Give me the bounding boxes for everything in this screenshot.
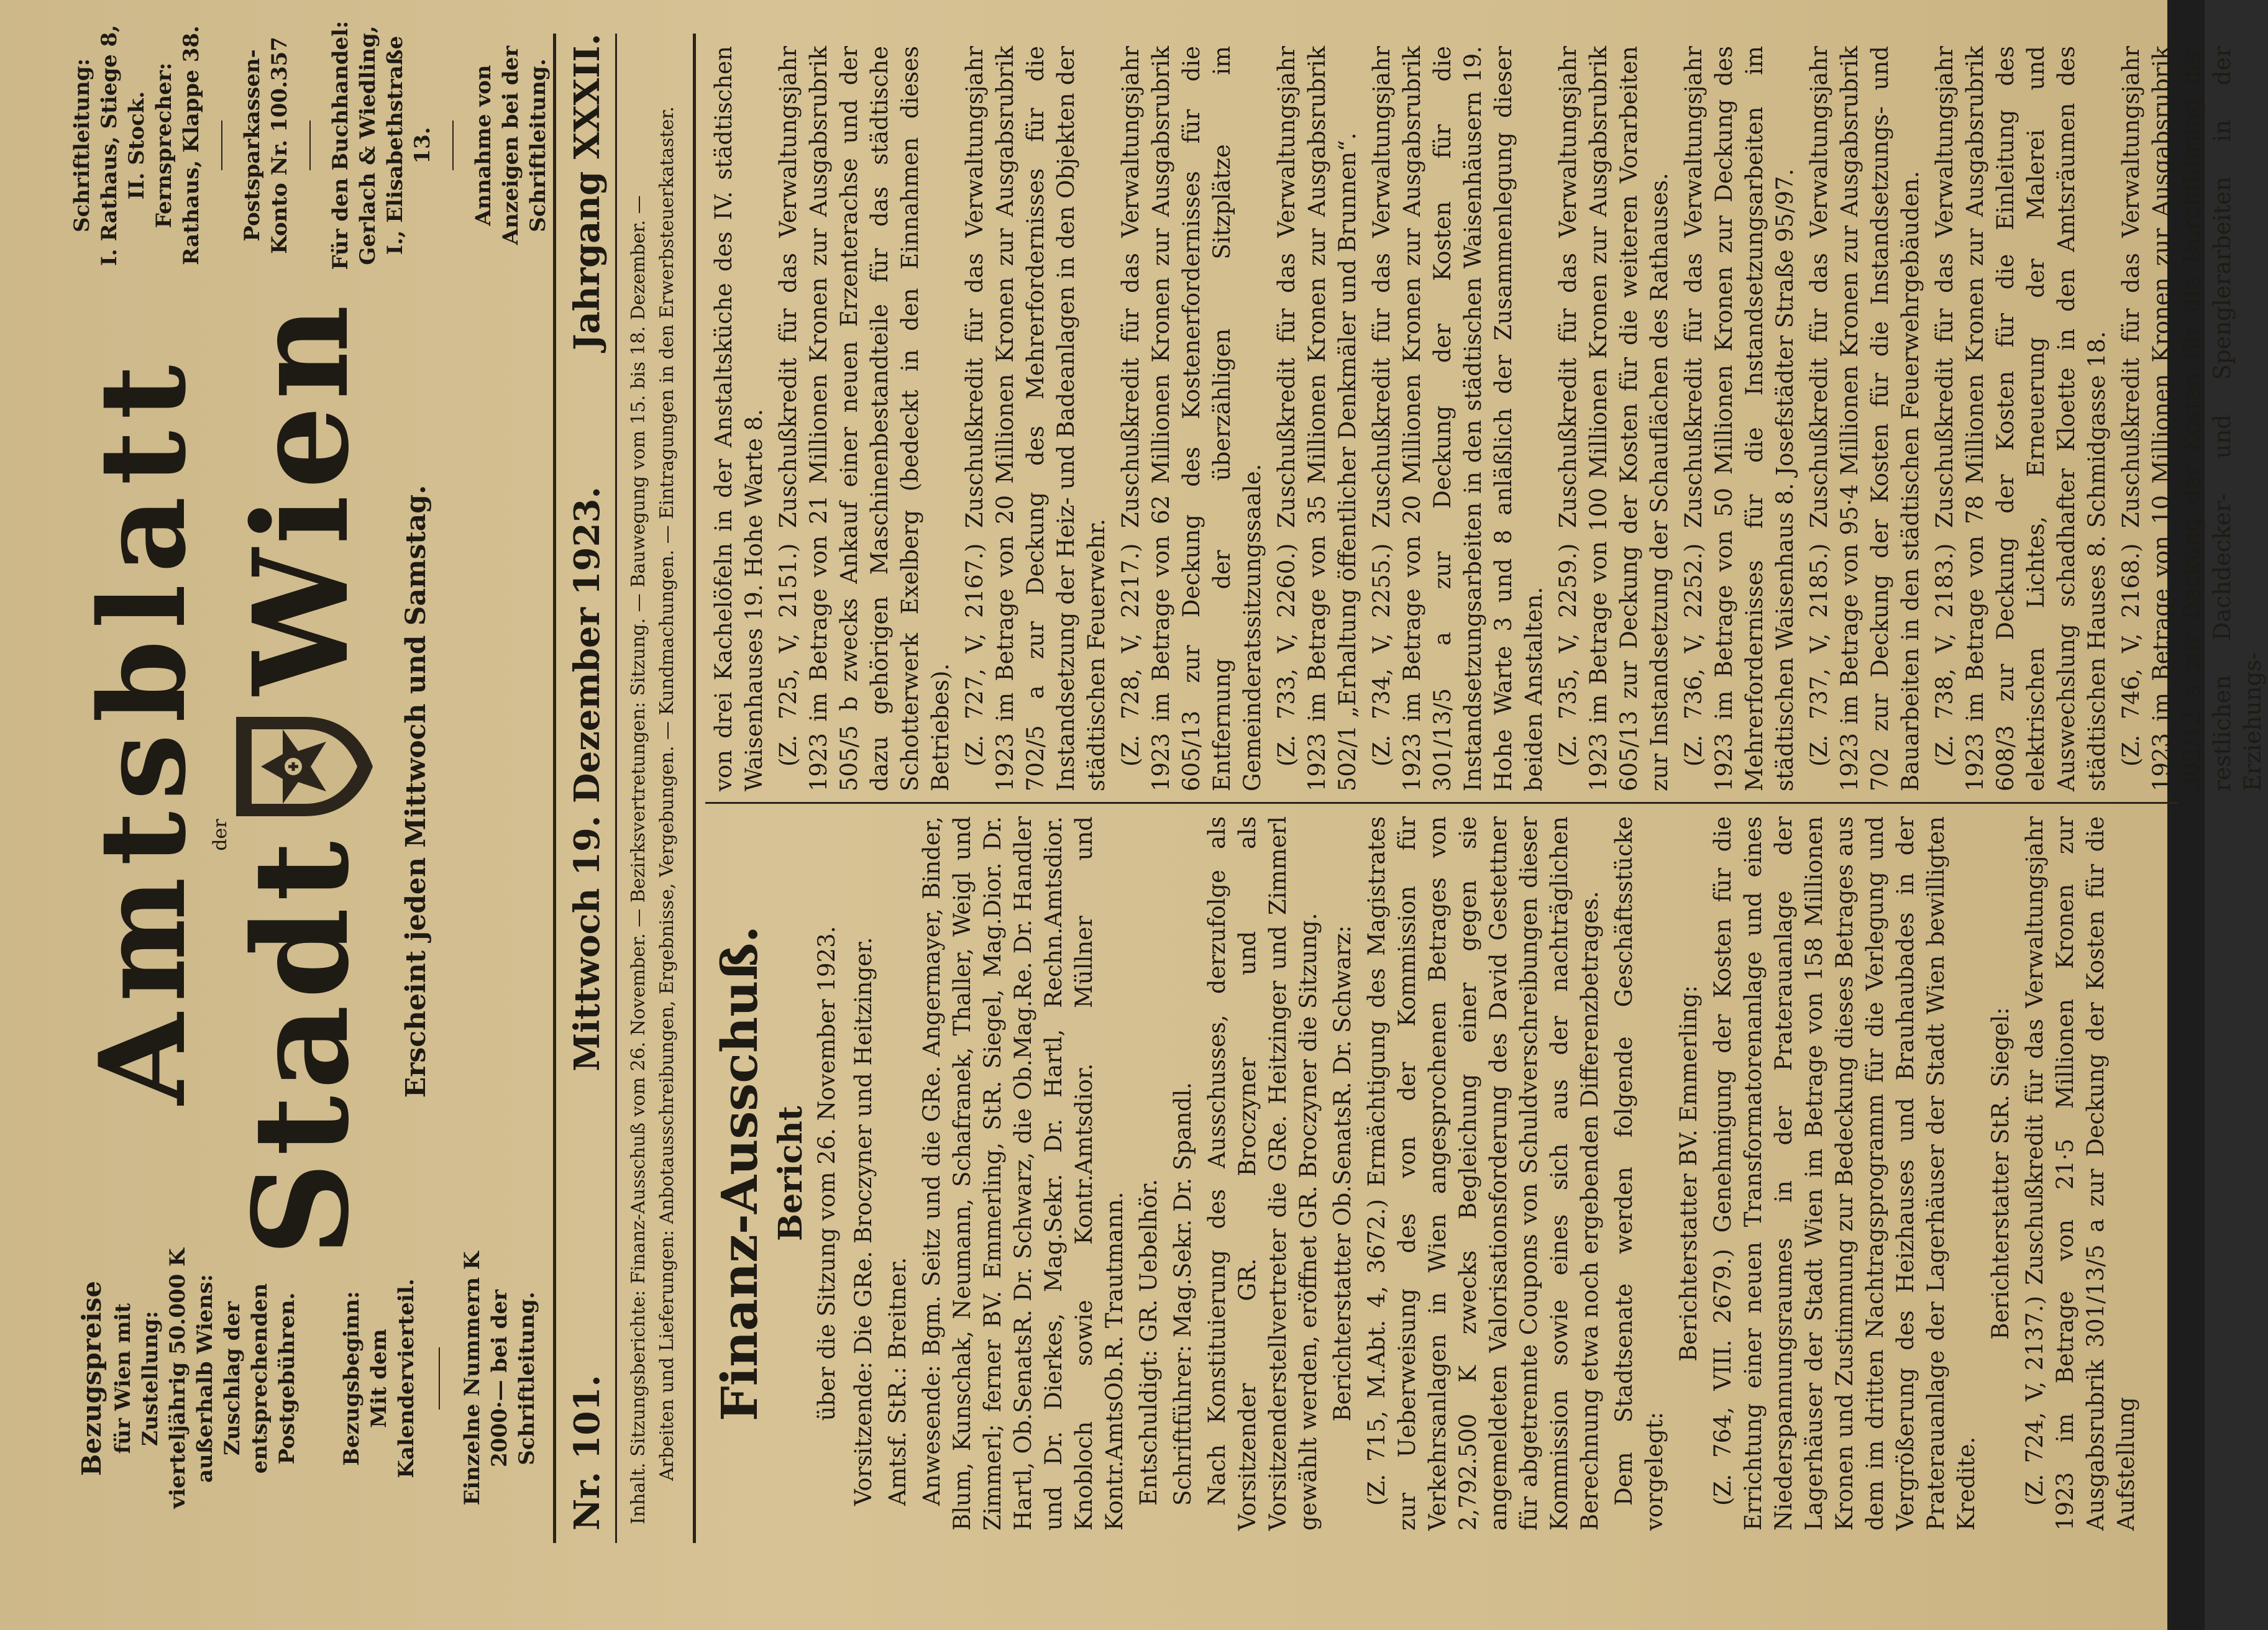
book-trade-text: Gerlach & Wiedling, I., Elisabethstraße 13. <box>355 25 435 265</box>
toc-line-1: Inhalt. Sitzungsberichte: Finanz-Ausschuß vom 26. November. — Bezirksvertretungen: Sitzung. — Bauwegung vom 15. bis 18. Dezember. — <box>628 195 649 1524</box>
phone-title: Fernsprecher: <box>152 62 176 229</box>
issue-volume-text: Jahrgang XXXII. <box>567 34 608 351</box>
masthead-title-amtsblatt <box>73 263 212 1195</box>
article-heading: Finanz-Ausschuß. <box>710 926 769 1421</box>
paragraph: (Z. 737, V, 2185.) Zuschußkredit für das Verwaltungsjahr 1923 im Betrage von 95·4 Millionen Kronen zur Ausgabsrubrik 702 zur Deckung der Kosten für die Instandsetzungs- und Bauarbeiten in den städtischen Feuerwehrgebäuden. <box>1806 46 1924 791</box>
issue-number <box>562 1220 612 1531</box>
subtitle-text: Erscheint jeden Mittwoch und Samstag. <box>400 485 432 1098</box>
article-column-1 <box>708 816 2187 1531</box>
title-word-der: der <box>209 819 231 851</box>
advertising-note: Annahme von Anzeigen bei der Schriftleitung. <box>471 45 551 245</box>
single-copy-price: Einzelne Nummern K 2000·— bei der Schriftleitung. <box>460 1251 539 1506</box>
book-trade-title: Für den Buchhandel: <box>328 20 353 270</box>
paragraph: von drei Kachelöfeln in der Anstaltsküche des IV. städtischen Waisenhauses 19. Hohe Warte 8. <box>710 46 767 791</box>
editorial-info-box <box>68 15 551 276</box>
paragraph: (Z. 736, V, 2252.) Zuschußkredit für das Verwaltungsjahr 1923 im Betrage von 50 Millionen Kronen zur Deckung des Mehrerfordernisses für die Instandsetzungsarbeiten im städtischen Waisenhaus 8. Josefstädter Straße 95/97. <box>1680 46 1798 791</box>
paragraph: (Z. 727, V, 2167.) Zuschußkredit für das Verwaltungsjahr 1923 im Betrage von 20 Millionen Kronen zur Ausgabsrubrik 702/5 a zur Deckung des Mehrerfordernisses für die Instandsetzung der Heiz- und Badeanlagen in den Objekten der städtischen Feuerwehr. <box>961 46 1110 791</box>
subscription-line3: außerhalb Wiens: <box>193 1274 217 1483</box>
issue-bar-bottom-rule <box>615 34 617 1543</box>
paragraph: (Z. 738, V, 2183.) Zuschußkredit für das Verwaltungsjahr 1923 im Betrage von 78 Millionen Kronen zur Ausgabsrubrik 608/3 zur Deckung der Kosten für die Einleitung des elektrischen Lichtes, Erneuerung der Malerei und Auswechslung schadhafter Kloette in den Amtsräumen des städtischen Hauses 8. Schmidgasse 18. <box>1931 46 2110 791</box>
column-divider <box>705 802 2178 804</box>
masthead-title-stadt <box>224 835 378 1282</box>
title-word-wien: Wien <box>224 298 378 695</box>
article-column-2 <box>708 46 2266 791</box>
subscription-title: Bezugspreise <box>76 1280 107 1477</box>
issue-date-text: Mittwoch 19. Dezember 1923. <box>567 486 608 1072</box>
paragraph: (Z. 728, V, 2217.) Zuschußkredit für das Verwaltungsjahr 1923 im Betrage von 62 Millionen Kronen zur Ausgabsrubrik 605/13 zur Deckung des Kostenerfordernisses für die Entfernung der überzähligen Sitzplätze im Gemeinderatssitzungssaale. <box>1117 46 1266 791</box>
subscription-line4: Zuschlag der entsprechenden <box>220 1283 272 1474</box>
title-word-amtsblatt: Amtsblatt <box>73 353 212 1105</box>
subscription-start-title: Bezugsbeginn: <box>339 1291 364 1466</box>
rapporteur-heading: Berichterstatter BV. Emmerling: <box>1675 985 1702 1362</box>
issue-bar-top-rule <box>553 34 556 1543</box>
paragraph: (Z. 715, M.Abt. 4, 3672.) Ermächtigung des Magistrates zur Ueberweisung des von der Kommission für Verkehrsanlagen in Wien angesprochenen Betrages von 2,792.500 K zwecks Begleichung einer gegen sie angemeldeten Valorisationsforderung des David Gestettner für abgetrennte Coupons von Schuldverschreibungen dieser Kommission sowie eines sich aus der nachträglichen Berechnung etwa noch ergebenden Differenzbetrages. <box>1363 816 1603 1531</box>
subscription-line2: vierteljährig 50.000 K <box>165 1248 190 1509</box>
subscription-line1: für Wien mit Zustellung: <box>111 1303 163 1454</box>
subscription-line5: Postgebühren. <box>275 1292 300 1465</box>
paragraph: Dem Stadtsenate werden folgende Geschäftsstücke vorgelegt: <box>1611 816 1668 1531</box>
paragraph: (Z. 734, V, 2255.) Zuschußkredit für das Verwaltungsjahr 1923 im Betrage von 20 Millionen Kronen zur Ausgabsrubrik 301/13/5 a zur Deckung der Kosten für die Instandsetzungsarbeiten in den städtischen Waisenhäusern 19. Hohe Warte 3 und 8 anläßlich der Zusammenlegung dieser beiden Anstalten. <box>1368 46 1547 791</box>
title-word-stadt: Stadt <box>224 835 378 1257</box>
postal-savings-account: Postsparkassen-Konto Nr. 100.357 <box>240 37 292 254</box>
issue-volume <box>562 34 612 369</box>
issue-date <box>562 437 612 1121</box>
masthead-title-wien <box>224 285 378 695</box>
phone-text: Rathaus, Klappe 38. <box>179 25 204 265</box>
paragraph: Nach Konstituierung des Ausschusses, derzufolge als Vorsitzender GR. Broczyner und als Vorsitzenderstellvertreter die GRe. Heitzinger und Zimmerl gewählt werden, eröffnet GR. Broczyner die Sitzung. <box>1204 816 1322 1531</box>
paragraph: Schriftführer: Mag.Sekr. Dr. Spandl. <box>1169 1081 1196 1506</box>
table-of-contents <box>624 46 687 1524</box>
rapporteur-heading: Berichterstatter StR. Siegel: <box>1987 1007 2014 1340</box>
paragraph: (Z. 735, V, 2259.) Zuschußkredit für das Verwaltungsjahr 1923 im Betrage von 100 Millionen Kronen zur Ausgabsrubrik 605/13 zur Deckung der Kosten für die weiteren Vorarbeiten zur Instandsetzung der Schauflächen des Rathauses. <box>1555 46 1673 791</box>
issue-number-text: Nr. 101. <box>567 1375 608 1531</box>
paragraph: (Z. 733, V, 2260.) Zuschußkredit für das Verwaltungsjahr 1923 im Betrage von 35 Millionen Kronen zur Ausgabsrubrik 502/1 „Erhaltung öffentlicher Denkmäler und Brunnen“. <box>1273 46 1361 791</box>
article-subheading: Bericht <box>772 1106 810 1241</box>
paragraph: (Z. 764, VIII. 2679.) Genehmigung der Kosten für die Errichtung einer neuen Transformatorenanlage und eines Niederspannungsraumes in der Praterauanlage der Lagerhäuser der Stadt Wien im Betrage von 158 Millionen Kronen und Zustimmung zur Bedeckung dieses Betrages aus dem im dritten Nachtragsprogramm für die Verlegung und Vergrößerung des Heizhauses und Brauhaubades in der Praterauanlage der Lagerhäuser der Stadt Wien bewilligten Kredite. <box>1709 816 1980 1531</box>
article-intro: über die Sitzung vom 26. November 1923. <box>813 926 840 1421</box>
paragraph: Entschuldigt: GR. Uebelhör. <box>1135 1178 1162 1506</box>
paragraph: Vorsitzende: Die GRe. Broczyner und Heitzinger. <box>850 937 877 1506</box>
paragraph: (Z. 725, V, 2151.) Zuschußkredit für das Verwaltungsjahr 1923 im Betrage von 21 Millionen Kronen zur Ausgabsrubrik 505/5 b zwecks Ankauf einer neuen Erzenterachse und der dazu gehörigen Maschinenbestandteile für das städtische Schotterwerk Exelberg (bedeckt in den Einnahmen dieses Betriebes). <box>775 46 954 791</box>
toc-line-2: Arbeiten und Lieferungen: Anbotausschreibungen, Ergebnisse, Vergebungen. — Kundmachungen. — Eintragungen in den Erwerbsteuerkataster. <box>656 106 678 1481</box>
paragraph: (Z. 724, V, 2137.) Zuschußkredit für das Verwaltungsjahr 1923 im Betrage von 21·5 Millionen Kronen zur Ausgabsrubrik 301/13/5 a zur Deckung der Kosten für die Aufstellung <box>2021 816 2139 1531</box>
masthead-subtitle <box>398 450 435 1133</box>
paragraph: (Z. 746, V, 2168.) Zuschußkredit für das Verwaltungsjahr 1923 im Betrage von 10 Millionen Kronen zur Ausgabsrubrik 302/12 a zur Deckung der Kosten für die Durchführung der restlichen Dachdecker- und Spenglerarbeiten in der Erziehungs- <box>2118 46 2266 791</box>
rapporteur-heading: Berichterstatter Ob.SenatsR. Dr. Schwarz: <box>1329 925 1356 1422</box>
paragraph: Anwesende: Bgm. Seitz und die GRe. Angermayer, Binder, Blum, Kunschak, Neumann, Schafranek, Thaller, Weigl und Zimmerl; ferner BV. Emmerling, StR. Siegel, Mag.Dior. Dr. Hartl, Ob.SenatsR. Dr. Schwarz, die Ob.Mag.Re. Dr. Handler und Dr. Dierkes, Mag.Sekr. Dr. Hartl, Rechn.Amtsdior. Knobloch sowie Kontr.Amtsdior. Müllner und Kontr.AmtsOb.R. Trautmann. <box>918 816 1128 1531</box>
editorial-office-address: I. Rathaus, Stiege 8, II. Stock. <box>97 24 149 266</box>
vienna-coat-of-arms-icon <box>224 704 379 829</box>
paragraph: Amtsf. StR.: Breitner. <box>884 1257 911 1506</box>
editorial-office-title: Schriftleitung: <box>70 58 94 233</box>
contents-rule <box>693 34 696 1543</box>
subscription-start-text: Mit dem Kalendervierteil. <box>367 1278 419 1478</box>
